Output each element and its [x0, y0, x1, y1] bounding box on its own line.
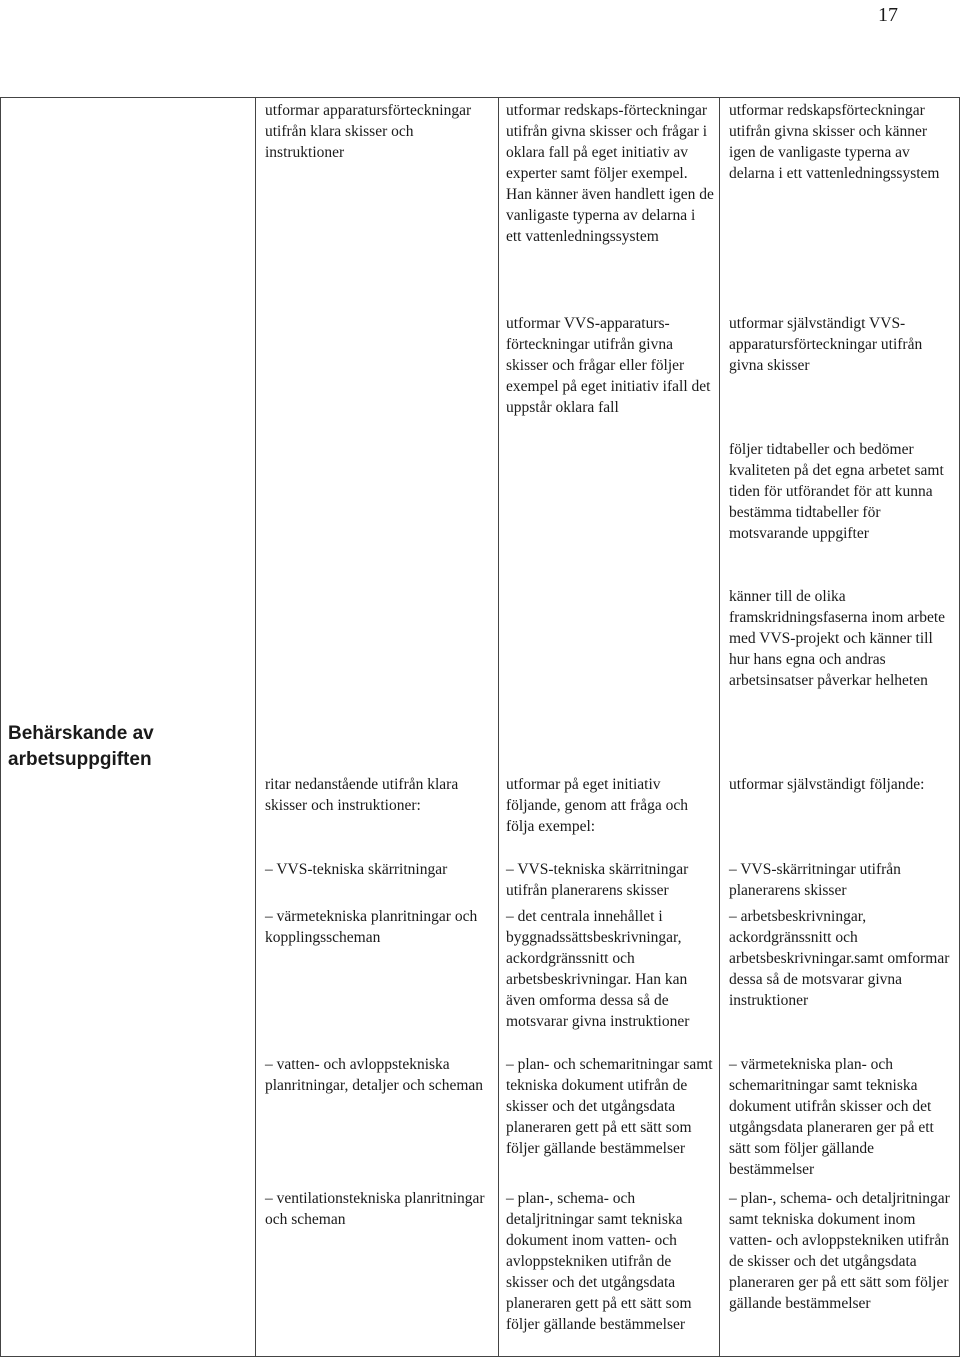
col2-list-item: – vatten- och avloppstekniska planritningar, detaljer och scheman — [265, 1056, 484, 1094]
column-divider-2 — [498, 97, 499, 1357]
col4-top-text: följer tidtabeller och bedömer kvaliteten på det egna arbetet samt tiden för utförandet för att kunna bestämma tidtabeller för motsvarande uppgifter — [729, 441, 944, 542]
col3-list-item: – plan- och schemaritningar samt tekniska dokument utifrån de skisser och det utgångsdata planeraren gett på ett sätt som följer gällande bestämmelser — [506, 1056, 713, 1157]
col3-list-item: – VVS-tekniska skärritningar utifrån planerarens skisser — [506, 861, 689, 899]
table-bottom-border — [0, 1356, 960, 1357]
col4-list-item: – plan-, schema- och detaljritningar samt tekniska dokument inom vatten- och avloppstekniken utifrån de skisser och det utgångsdata planeraren ger på ett sätt som följer gällande bestämmelser — [729, 1190, 950, 1312]
col3-list-item: – det centrala innehållet i byggnadssättsbeskrivningar, ackordgränssnitt och arbetsbeskrivningar. Han kan även omforma dessa så de motsvarar givna instruktioner — [506, 908, 690, 1030]
col2-intro: ritar nedanstående utifrån klara skisser och instruktioner: — [265, 776, 459, 814]
table-top-border — [0, 97, 960, 98]
col4-top-text: utformar redskapsförteckningar utifrån givna skisser och känner igen de vanligaste typerna av delarna i ett vattenledningssystem — [729, 102, 940, 182]
col2-list-item: – ventilationstekniska planritningar och scheman — [265, 1190, 485, 1228]
col4-intro: utformar självständigt följande: — [729, 776, 925, 793]
col3-top-text: utformar VVS-apparaturs-förteckningar utifrån givna skisser och frågar eller följer exempel på eget initiativ ifall det uppstår oklara fall — [506, 315, 711, 416]
col3-intro: utformar på eget initiativ följande, genom att fråga och följa exempel: — [506, 776, 689, 835]
col4-top-text: utformar självständigt VVS-apparatursförteckningar utifrån givna skisser — [729, 315, 923, 374]
col3-list-item: – plan-, schema- och detaljritningar samt tekniska dokument inom vatten- och avloppstekniken utifrån de skisser och det utgångsdata planeraren gett på ett sätt som följer gällande bestämmelser — [506, 1190, 692, 1333]
page-number: 17 — [878, 4, 898, 26]
col4-top-text: känner till de olika framskridningsfaserna inom arbete med VVS-projekt och känner till hur hans egna och andras arbetsinsatser påverkar helheten — [729, 588, 946, 689]
col2-list-item: – värmetekniska planritningar och kopplingsscheman — [265, 908, 478, 946]
col4-list-item: – värmetekniska plan- och schemaritningar samt tekniska dokument utifrån skisser och det utgångsdata planeraren ger på ett sätt som följer gällande bestämmelser — [729, 1056, 934, 1178]
col2-top-text: utformar apparatursförteckningar utifrån klara skisser och instruktioner — [265, 102, 472, 161]
column-divider-1 — [255, 97, 256, 1357]
column-divider-3 — [719, 97, 720, 1357]
col4-list-item: – VVS-skärritningar utifrån planerarens skisser — [729, 861, 901, 899]
row-label: Behärskande av arbetsuppgiften — [8, 723, 154, 770]
col2-list-item: – VVS-tekniska skärritningar — [265, 861, 448, 878]
col4-list-item: – arbetsbeskrivningar, ackordgränssnitt och arbetsbeskrivningar.samt omformar dessa så de motsvarar givna instruktioner — [729, 908, 950, 1009]
col3-top-text: utformar redskaps-förteckningar utifrån givna skisser och frågar i oklara fall på eget initiativ av experter samt följer exempel. Han känner även handlett igen de vanligaste typerna av delarna i ett vattenledningssystem — [506, 102, 714, 245]
table-left-border — [0, 97, 1, 1357]
